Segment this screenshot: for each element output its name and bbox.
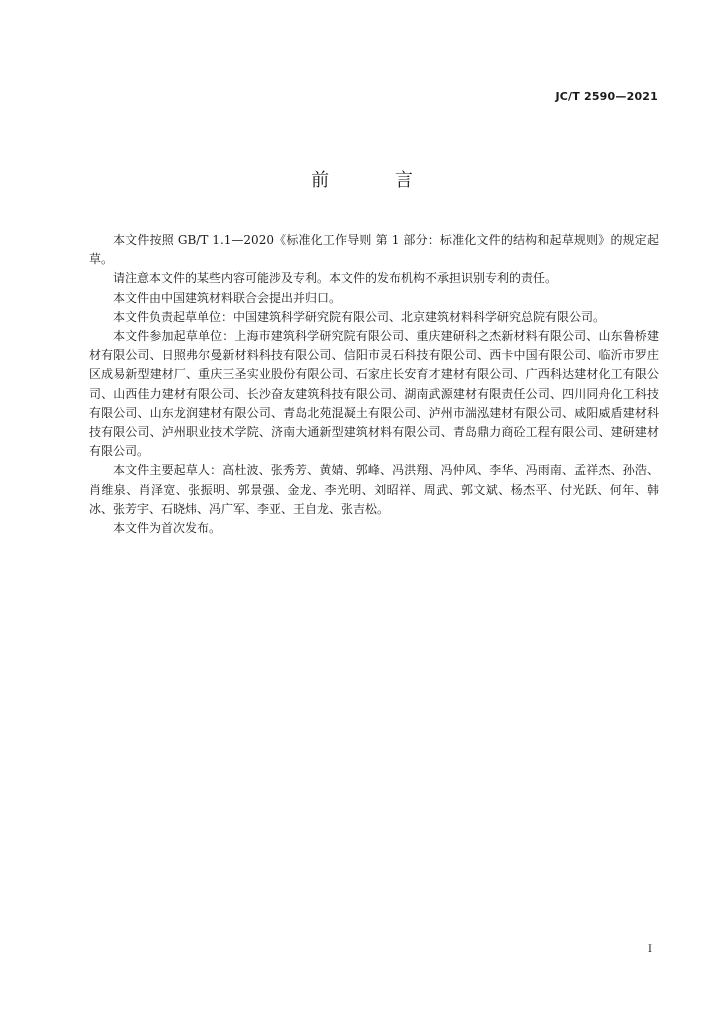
paragraph-drafting-rules: 本文件按照 GB/T 1.1—2020《标准化工作导则 第 1 部分：标准化文件的结构和起草规则》的规定起草。 (89, 233, 659, 267)
paragraph-participating-units: 本文件参加起草单位：上海市建筑科学研究院有限公司、重庆建研科之杰新材料有限公司、山东鲁桥建材有限公司、日照弗尔曼新材料科技有限公司、信阳市灵石科技有限公司、西卡中国有限公司、临沂市罗庄区成易新型建材厂、重庆三圣实业股份有限公司、石家庄长安育才建材有限公司、广西科达建材化工有限公司、山西佳力建材有限公司、长沙奋友建筑科技有限公司、湖南武源建材有限责任公司、四川同舟化工科技有限公司、山东龙润建材有限公司、青岛北苑混凝土有限公司、泸州市湍泓建材有限公司、咸阳威盾建材科技有限公司、泸州职业技术学院、济南大通新型建筑材料有限公司、青岛鼎力商砼工程有限公司、建研建材有限公司。 (89, 329, 659, 459)
page-number: I (648, 944, 652, 955)
paragraph-proposer: 本文件由中国建筑材料联合会提出并归口。 (113, 290, 342, 305)
document-code: JC/T 2590—2021 (555, 90, 658, 103)
paragraph-lead-drafters: 本文件负责起草单位：中国建筑科学研究院有限公司、北京建筑材料科学研究总院有限公司。 (113, 309, 606, 324)
paragraph-patent-notice: 请注意本文件的某些内容可能涉及专利。本文件的发布机构不承担识别专利的责任。 (113, 271, 558, 286)
foreword-body (89, 231, 659, 538)
page-title: 前 言 (311, 170, 443, 191)
paragraph-main-drafters: 本文件主要起草人：高杜波、张秀芳、黄婧、郭峰、冯洪翔、冯仲风、李华、冯雨南、孟祥杰、孙浩、肖维泉、肖泽宽、张振明、郭景强、金龙、李光明、刘昭祥、周武、郭文斌、杨杰平、付光跃、何年、韩冰、张芳宇、石晓炜、冯广军、李亚、王自龙、张吉松。 (89, 463, 659, 516)
paragraph-first-release: 本文件为首次发布。 (113, 521, 222, 536)
